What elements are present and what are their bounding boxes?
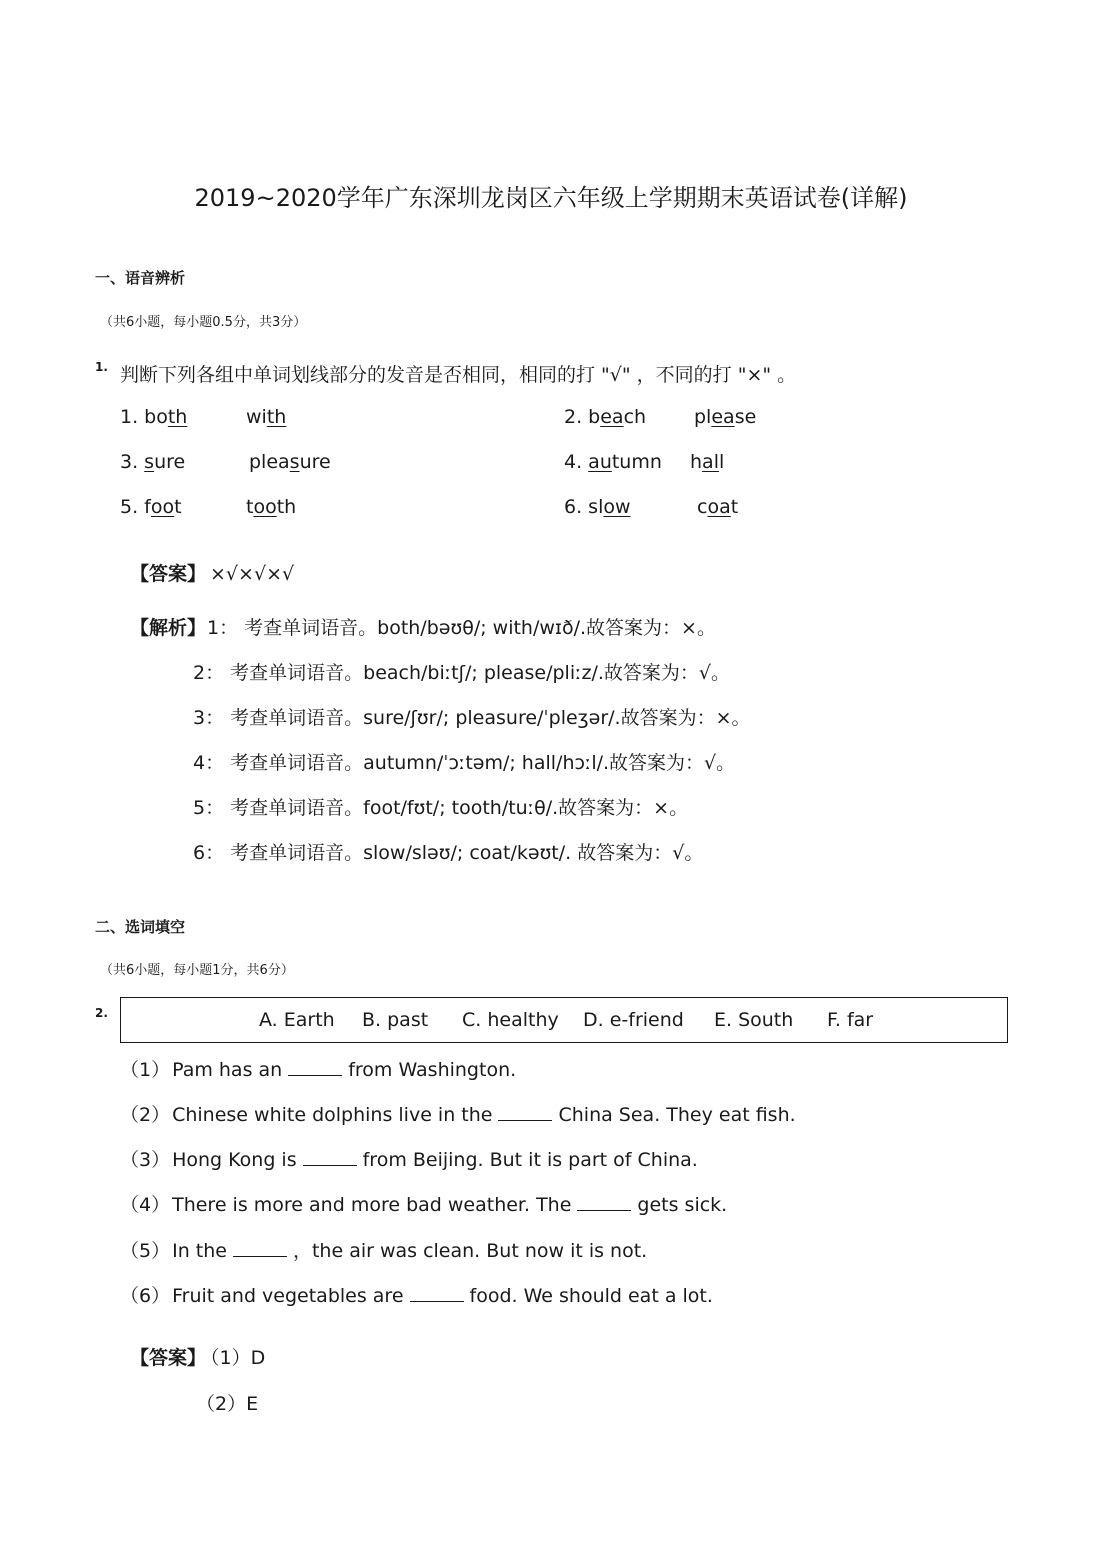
section-note: （共6小题，每小题0.5分，共3分） — [100, 315, 307, 330]
underlined-part: th — [266, 406, 287, 428]
underlined-part: au — [588, 451, 612, 473]
item-number: （2） — [120, 1104, 171, 1126]
item-number: （5） — [120, 1240, 171, 1262]
answer-text: （2）E — [196, 1393, 259, 1415]
analysis-label: 【解析】 — [130, 617, 207, 639]
fill-item: （1） Pam has an from Washington. — [120, 1059, 517, 1081]
answer-label: 【答案】 — [130, 563, 207, 585]
section-heading: 一、语音辨析 — [95, 269, 186, 287]
fill-item: （3） Hong Kong is from Beijing. But it is part of China. — [120, 1149, 698, 1171]
word-pair-first: 4. autumn — [564, 451, 662, 473]
word-pair-second: hall — [690, 451, 725, 473]
fill-item: （6） Fruit and vegetables are food. We should eat a lot. — [120, 1285, 713, 1307]
word-pair-second: tooth — [246, 496, 297, 518]
item-number: （1） — [120, 1059, 171, 1081]
word-pair-second: pleasure — [249, 451, 331, 473]
pair-number: 6. — [564, 496, 589, 518]
pair-number: 2. — [564, 406, 589, 428]
word-option: B. past — [362, 1009, 429, 1031]
word-option: C. healthy — [462, 1009, 559, 1031]
answer-blank[interactable] — [577, 1196, 631, 1211]
underlined-part: al — [702, 451, 719, 473]
word-pair-second: with — [246, 406, 287, 428]
word-pair-first: 1. both — [120, 406, 188, 428]
answer-blank[interactable] — [288, 1061, 342, 1076]
underlined-part: ea — [600, 406, 624, 428]
item-number: （3） — [120, 1149, 171, 1171]
answer-row — [130, 559, 294, 586]
underlined-part: oa — [707, 496, 731, 518]
word-pair-second: coat — [697, 496, 739, 518]
word-bank — [120, 997, 1008, 1043]
underlined-part: ea — [711, 406, 735, 428]
word-pair-first: 5. foot — [120, 496, 182, 518]
word-option: A. Earth — [259, 1009, 335, 1031]
pair-number: 4. — [564, 451, 589, 473]
answer-text: （1）D — [210, 1347, 266, 1369]
analysis-line: 6： 考查单词语音。slow/sləʊ/; coat/kəʊt/. 故答案为：√。 — [193, 842, 704, 864]
question-stem: 判断下列各组中单词划线部分的发音是否相同，相同的打 "√" ，不同的打 "×" 。 — [120, 364, 797, 386]
answer-blank[interactable] — [233, 1242, 287, 1257]
analysis-line: 3： 考查单词语音。sure/ʃʊr/; pleasure/ˈpleʒər/.故答案为：×。 — [193, 707, 751, 729]
answer-label: 【答案】 — [130, 1347, 207, 1369]
fill-item: （4） There is more and more bad weather. The gets sick. — [120, 1194, 728, 1216]
analysis-line: 5： 考查单词语音。foot/fʊt/; tooth/tuːθ/.故答案为：×。 — [193, 797, 689, 819]
underlined-part: oo — [253, 496, 277, 518]
fill-item: （2） Chinese white dolphins live in the China Sea. They eat fish. — [120, 1104, 796, 1126]
analysis-line: 4： 考查单词语音。autumn/ˈɔːtəm/; hall/hɔːl/.故答案为：√。 — [193, 752, 736, 774]
section-note: （共6小题，每小题1分，共6分） — [100, 963, 294, 978]
section-heading: 二、选词填空 — [95, 918, 186, 936]
word-option: F. far — [827, 1009, 874, 1031]
underlined-part: s — [289, 451, 300, 473]
underlined-part: oo — [150, 496, 175, 518]
question-number: 1. — [95, 360, 108, 374]
question-number: 2. — [95, 1006, 108, 1020]
pair-number: 5. — [120, 496, 145, 518]
word-pair-first: 2. beach — [564, 406, 647, 428]
word-pair-first: 3. sure — [120, 451, 186, 473]
analysis-line: 1： 考查单词语音。both/bəʊθ/; with/wɪð/.故答案为：×。 — [207, 617, 716, 639]
pair-number: 3. — [120, 451, 145, 473]
page-title: 2019~2020学年广东深圳龙岗区六年级上学期期末英语试卷(详解) — [194, 184, 908, 212]
word-option: D. e-friend — [583, 1009, 684, 1031]
item-number: （6） — [120, 1285, 171, 1307]
underlined-part: s — [144, 451, 155, 473]
answer-blank[interactable] — [410, 1287, 464, 1302]
word-option: E. South — [714, 1009, 794, 1031]
fill-item: （5） In the ，the air was clean. But now it is not. — [120, 1240, 648, 1262]
word-pair-second: please — [694, 406, 757, 428]
underlined-part: ow — [603, 496, 631, 518]
answer-row — [130, 1343, 265, 1370]
pair-number: 1. — [120, 406, 145, 428]
analysis-line: 2： 考查单词语音。beach/biːtʃ/; please/pliːz/.故答案为：√。 — [193, 662, 731, 684]
answer-blank[interactable] — [303, 1151, 357, 1166]
answer-text: ×√×√×√ — [210, 563, 295, 585]
word-pair-first: 6. slow — [564, 496, 631, 518]
item-number: （4） — [120, 1194, 171, 1216]
answer-blank[interactable] — [498, 1106, 552, 1121]
underlined-part: th — [167, 406, 188, 428]
